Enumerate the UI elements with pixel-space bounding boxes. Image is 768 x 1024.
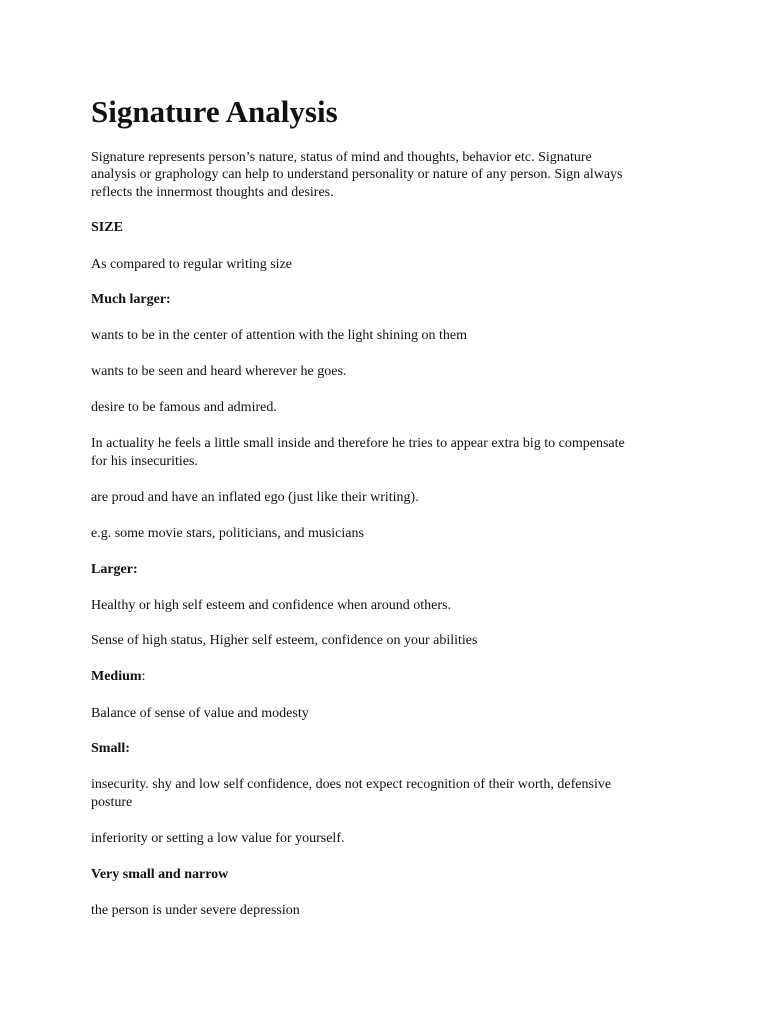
much-larger-line-7: e.g. some movie stars, politicians, and musicians xyxy=(91,526,364,541)
larger-line-1: Healthy or high self esteem and confidence when around others. xyxy=(91,598,451,613)
subheading-much-larger: Much larger: xyxy=(91,292,171,307)
small-line-2: posture xyxy=(91,795,133,810)
much-larger-line-6: are proud and have an inflated ego (just like their writing). xyxy=(91,490,419,505)
intro-line-3: reflects the innermost thoughts and desires. xyxy=(91,185,334,200)
intro-line-2: analysis or graphology can help to understand personality or nature of any person. Sign always xyxy=(91,167,623,182)
much-larger-line-2: wants to be seen and heard wherever he goes. xyxy=(91,364,347,379)
medium-colon: : xyxy=(141,669,146,684)
section-heading-size: SIZE xyxy=(91,220,123,235)
medium-label: Medium xyxy=(91,669,142,684)
much-larger-line-4: In actuality he feels a little small inside and therefore he tries to appear extra big to compensate xyxy=(91,436,625,451)
small-line-3: inferiority or setting a low value for yourself. xyxy=(91,831,345,846)
page-title: Signature Analysis xyxy=(91,94,338,129)
small-line-1: insecurity. shy and low self confidence, does not expect recognition of their worth, defensive xyxy=(91,777,612,792)
medium-line-1: Balance of sense of value and modesty xyxy=(91,706,309,721)
subheading-small: Small: xyxy=(91,741,130,756)
subheading-very-small: Very small and narrow xyxy=(91,867,229,882)
intro-line-1: Signature represents person’s nature, status of mind and thoughts, behavior etc. Signature xyxy=(91,150,592,165)
very-small-line-1: the person is under severe depression xyxy=(91,903,300,918)
subheading-medium xyxy=(91,668,145,686)
much-larger-line-5: for his insecurities. xyxy=(91,454,198,469)
subheading-larger: Larger: xyxy=(91,562,138,577)
size-intro: As compared to regular writing size xyxy=(91,257,292,272)
larger-line-2: Sense of high status, Higher self esteem, confidence on your abilities xyxy=(91,633,478,648)
much-larger-line-1: wants to be in the center of attention with the light shining on them xyxy=(91,328,467,343)
much-larger-line-3: desire to be famous and admired. xyxy=(91,400,277,415)
